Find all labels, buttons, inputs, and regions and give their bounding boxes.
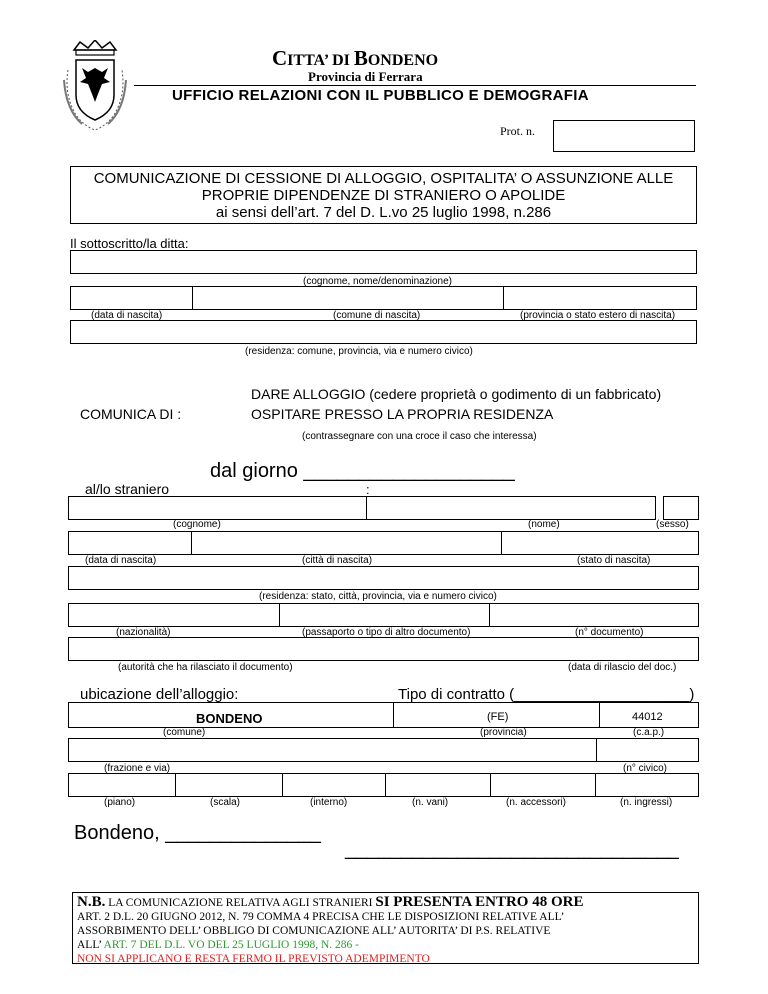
declarant-birthprov-field[interactable] <box>503 286 697 310</box>
form-title-line1: COMUNICAZIONE DI CESSIONE DI ALLOGGIO, OSPITALITA’ O ASSUNZIONE ALLE <box>93 170 674 187</box>
protocol-number-field[interactable] <box>553 120 695 152</box>
housing-floor-caption: (piano) <box>104 797 136 808</box>
declarant-birthdate-caption: (data di nascita) <box>91 310 163 321</box>
from-date-field[interactable]: ___________________ <box>303 460 515 482</box>
office-name: UFFICIO RELAZIONI CON IL PUBBLICO E DEMOGRAFIA <box>172 87 589 104</box>
note-line5: NON SI APPLICANO E RESTA FERMO IL PREVISTO ADEMPIMENTO <box>77 953 430 965</box>
declarant-intro: Il sottoscritto/la ditta: <box>70 236 189 251</box>
colon-mark: : <box>366 482 370 497</box>
note-line4: ALL’ ART. 7 DEL D.L. VO DEL 25 LUGLIO 1998, N. 286 - <box>77 939 359 951</box>
housing-comune-caption: (comune) <box>163 727 206 738</box>
declarant-name-field[interactable] <box>70 250 697 274</box>
housing-entrances-field[interactable] <box>595 773 699 797</box>
note-deadline: SI PRESENTA ENTRO 48 ORE <box>375 894 584 910</box>
declarant-birthdate-field[interactable] <box>70 286 193 310</box>
header-rule <box>134 85 696 86</box>
province-name: Provincia di Ferrara <box>308 69 423 84</box>
housing-location-label: ubicazione dell’alloggio: <box>80 686 239 703</box>
legal-note-box <box>72 892 699 964</box>
foreigner-authority-caption: (autorità che ha rilasciato il documento) <box>118 662 293 673</box>
form-title-line2: PROPRIE DIPENDENZE DI STRANIERO O APOLIDE <box>201 187 566 204</box>
foreigner-label: al/lo straniero <box>85 481 170 497</box>
declarant-birthplace-field[interactable] <box>192 286 504 310</box>
foreigner-residence-field[interactable] <box>68 566 699 590</box>
housing-stair-field[interactable] <box>175 773 283 797</box>
housing-interior-field[interactable] <box>282 773 386 797</box>
housing-accessories-field[interactable] <box>490 773 596 797</box>
contract-type-label: Tipo di contratto ( <box>398 686 515 703</box>
signature-line[interactable]: ______________________________ <box>345 838 679 860</box>
foreigner-sex-field[interactable] <box>663 496 699 520</box>
contract-type-field[interactable]: _____________________ <box>514 686 690 703</box>
foreigner-birthdate-caption: (data di nascita) <box>85 555 157 566</box>
housing-cap-value: 44012 <box>632 711 663 723</box>
note-line2: ART. 2 D.L. 20 GIUGNO 2012, N. 79 COMMA 4 PRECISA CHE LE DISPOSIZIONI RELATIVE ALL’ <box>77 911 565 923</box>
housing-civic-field[interactable] <box>596 738 699 762</box>
foreigner-passport-field[interactable] <box>279 603 490 627</box>
housing-stair-caption: (scala) <box>210 797 241 808</box>
protocol-label: Prot. n. <box>500 124 536 138</box>
foreigner-docnum-caption: (n° documento) <box>575 627 644 638</box>
note-line3: ASSORBIMENTO DELL’ OBBLIGO DI COMUNICAZIONE ALL’ AUTORITA’ DI P.S. RELATIVE <box>77 925 551 937</box>
note-nb: N.B. <box>77 894 106 910</box>
option-give-housing[interactable]: DARE ALLOGGIO (cedere proprietà o godimento di un fabbricato) <box>251 386 662 402</box>
from-date-row <box>210 460 515 483</box>
city-crest-logo <box>62 40 128 132</box>
city-title: CITTA’ DI BONDENO <box>272 46 439 70</box>
option-host-residence[interactable]: OSPITARE PRESSO LA PROPRIA RESIDENZA <box>251 406 554 422</box>
housing-city-value: BONDENO <box>196 711 263 726</box>
housing-accessories-caption: (n. accessori) <box>506 797 567 808</box>
check-instruction: (contrassegnare con una croce il caso che interessa) <box>302 431 537 442</box>
foreigner-name-field[interactable] <box>366 496 656 520</box>
foreigner-birthcity-caption: (città di nascita) <box>302 555 373 566</box>
form-title-box <box>70 166 697 224</box>
housing-cap-caption: (c.a.p.) <box>633 727 665 738</box>
from-date-label: dal giorno <box>210 460 298 482</box>
housing-entrances-caption: (n. ingressi) <box>620 797 673 808</box>
communica-label: COMUNICA DI : <box>80 406 182 422</box>
foreigner-surname-field[interactable] <box>68 496 367 520</box>
foreigner-authority-field[interactable] <box>68 637 699 661</box>
form-title-line3: ai sensi dell’art. 7 del D. L.vo 25 luglio 1998, n.286 <box>215 204 552 221</box>
declarant-name-caption: (cognome, nome/denominazione) <box>303 276 452 287</box>
signature-place-date[interactable]: Bondeno, ______________ <box>74 822 321 844</box>
note-line1: N.B. LA COMUNICAZIONE RELATIVA AGLI STRANIERI SI PRESENTA ENTRO 48 ORE <box>77 894 584 910</box>
housing-interior-caption: (interno) <box>310 797 348 808</box>
foreigner-docnum-field[interactable] <box>489 603 699 627</box>
declarant-residence-field[interactable] <box>70 320 697 344</box>
housing-street-caption: (frazione e via) <box>104 763 171 774</box>
housing-floor-field[interactable] <box>68 773 176 797</box>
foreigner-birthcity-field[interactable] <box>191 531 502 555</box>
foreigner-nationality-caption: (nazionalità) <box>116 627 171 638</box>
housing-rooms-field[interactable] <box>385 773 491 797</box>
declarant-residence-caption: (residenza: comune, provincia, via e numero civico) <box>245 346 473 357</box>
foreigner-issuedate-caption: (data di rilascio del doc.) <box>568 662 677 673</box>
foreigner-birthstate-caption: (stato di nascita) <box>577 555 651 566</box>
housing-civic-caption: (n° civico) <box>623 763 668 774</box>
foreigner-nationality-field[interactable] <box>68 603 280 627</box>
housing-street-field[interactable] <box>68 738 597 762</box>
declarant-birthplace-caption: (comune di nascita) <box>333 310 421 321</box>
housing-provincia-caption: (provincia) <box>480 727 527 738</box>
foreigner-passport-caption: (passaporto o tipo di altro documento) <box>302 627 471 638</box>
foreigner-surname-caption: (cognome) <box>173 519 221 530</box>
foreigner-residence-caption: (residenza: stato, città, provincia, via e numero civico) <box>259 591 497 602</box>
note-law-reference: ART. 7 DEL D.L. VO DEL 25 LUGLIO 1998, N. 286 - <box>103 939 359 951</box>
housing-rooms-caption: (n. vani) <box>412 797 449 808</box>
foreigner-name-caption: (nome) <box>528 519 560 530</box>
declarant-birthprov-caption: (provincia o stato estero di nascita) <box>520 310 676 321</box>
foreigner-sex-caption: (sesso) <box>656 519 689 530</box>
contract-type-row: Tipo di contratto (_____________________) <box>398 686 695 703</box>
foreigner-birthdate-field[interactable] <box>68 531 192 555</box>
housing-province-value: (FE) <box>487 711 509 723</box>
foreigner-birthstate-field[interactable] <box>501 531 699 555</box>
